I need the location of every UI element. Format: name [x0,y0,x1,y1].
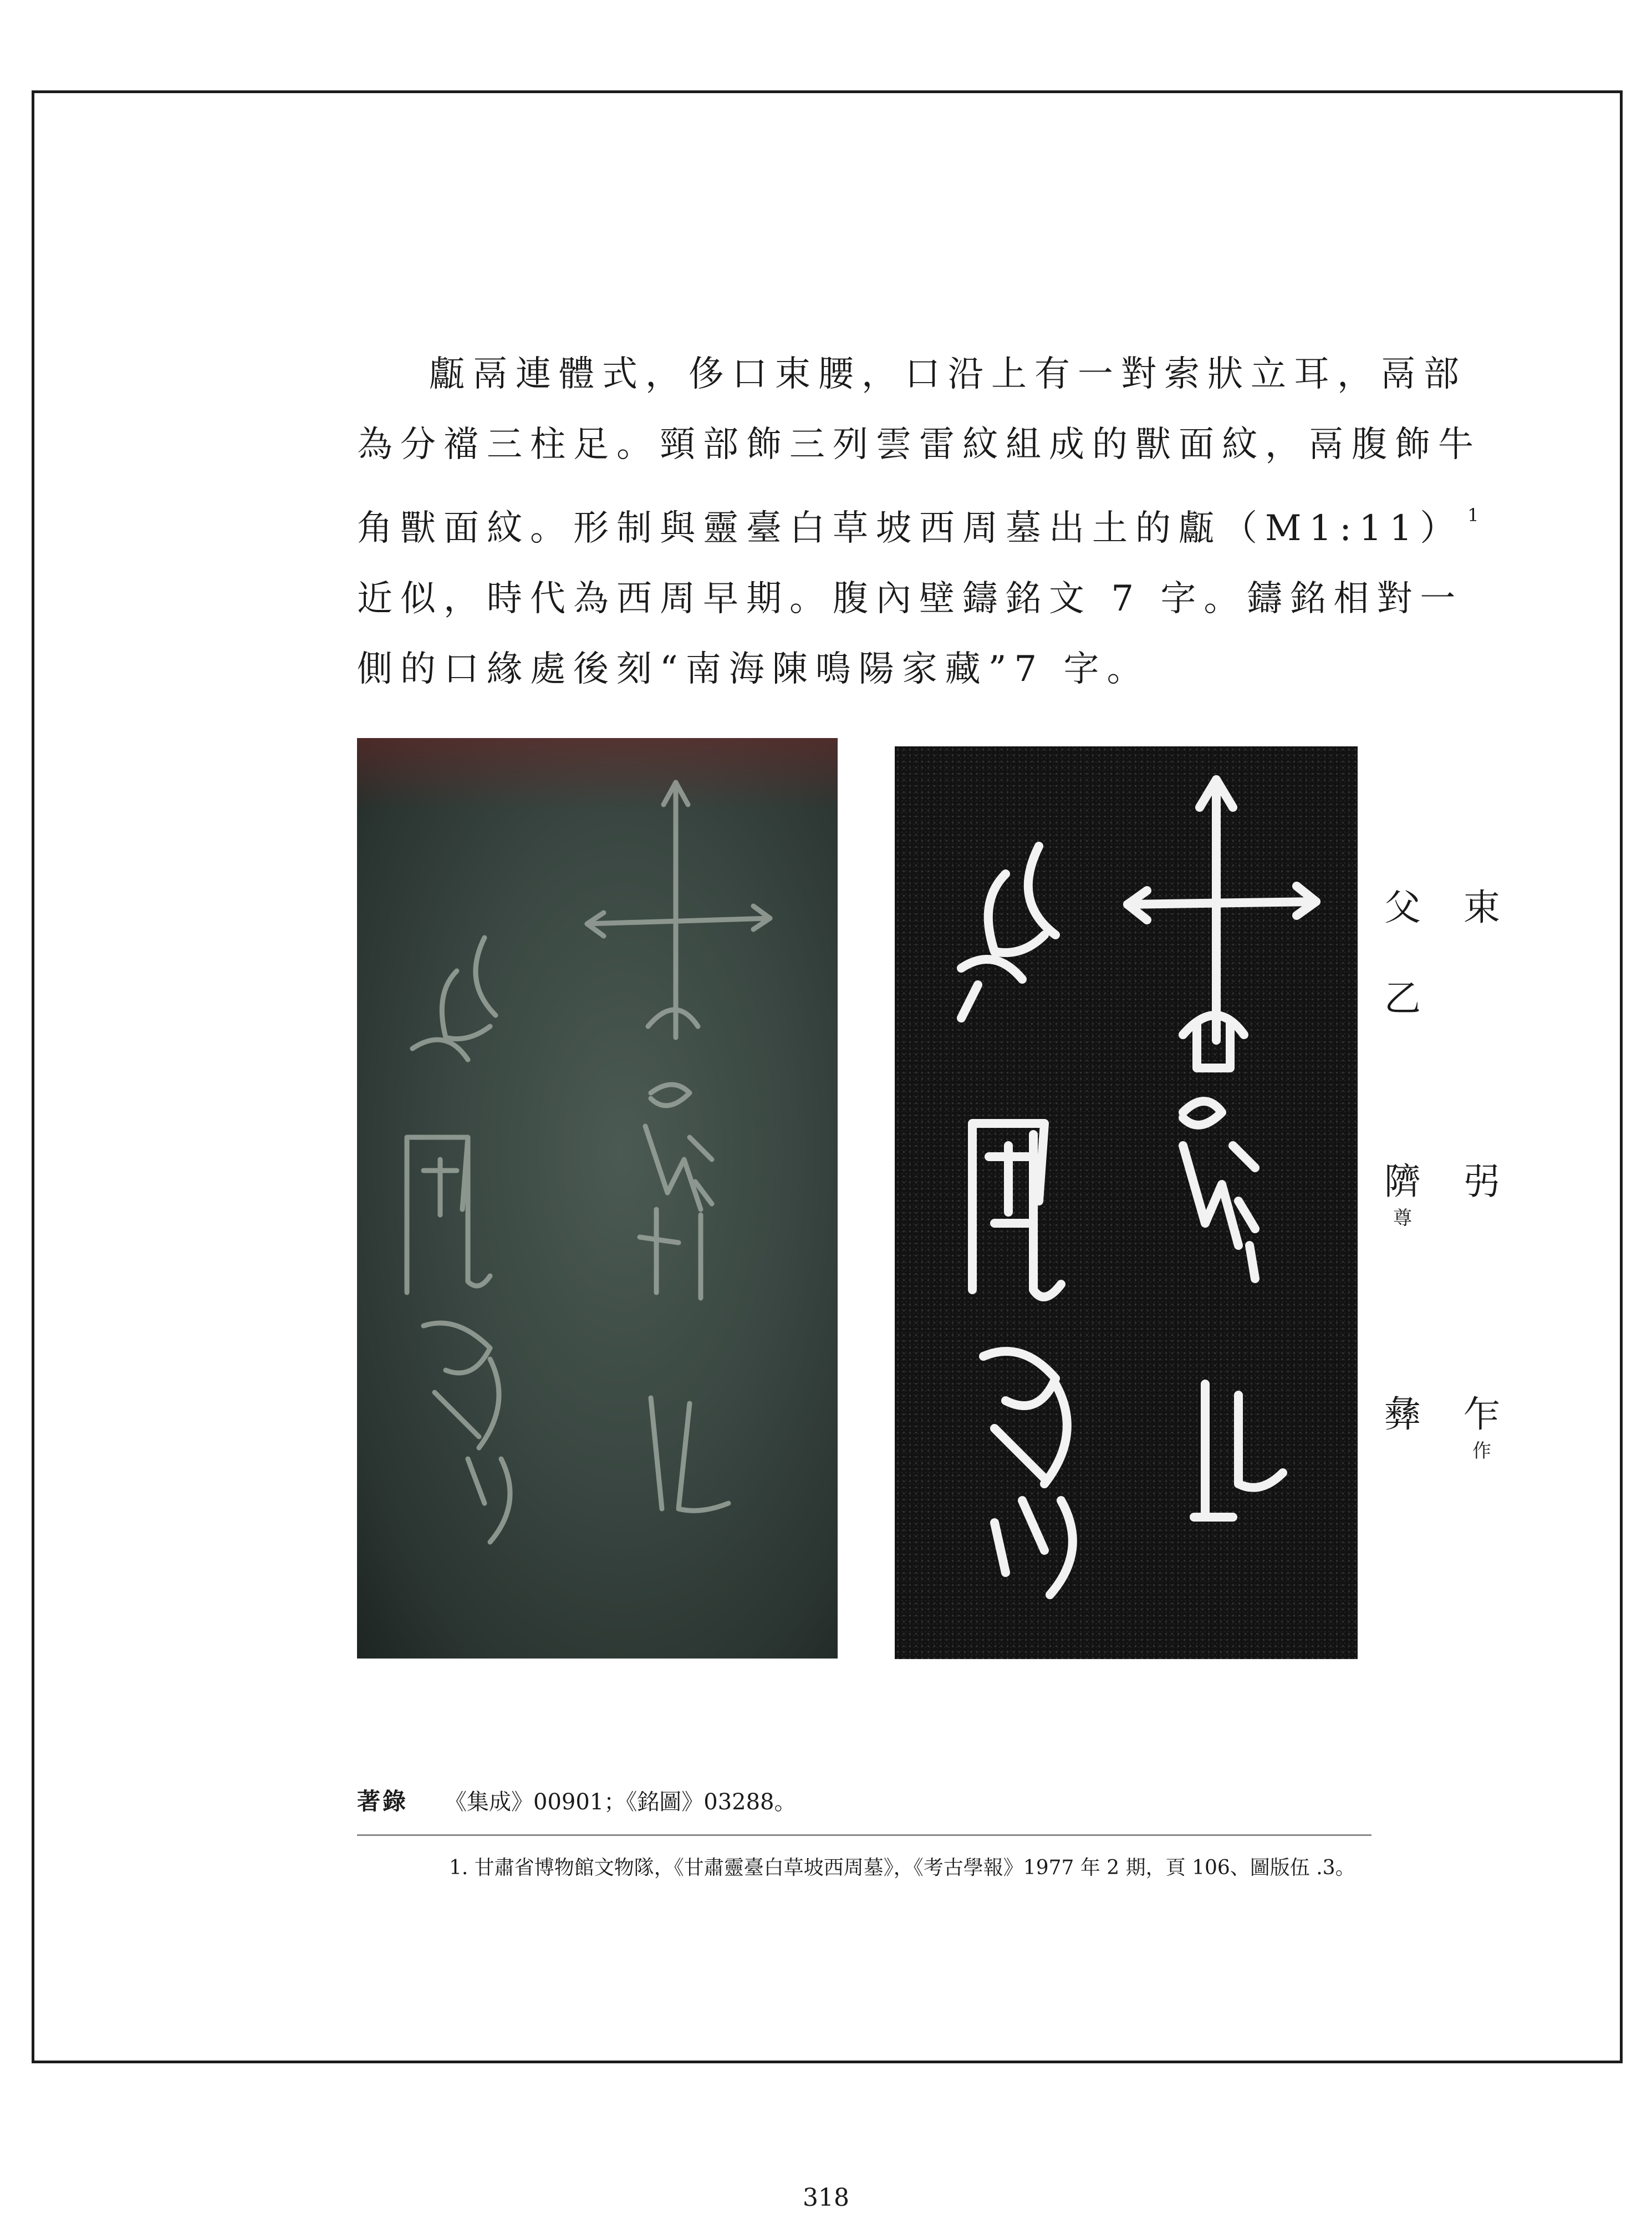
transcription-char: 乙 [1384,977,1421,1020]
transcription-char: 彝 [1384,1393,1421,1436]
transcription-char: 束 [1464,886,1500,929]
paragraph-line: 近似，時代為西周早期。腹內壁鑄銘文 7 字。鑄銘相對一 [357,578,1464,619]
description-paragraph [357,339,1481,705]
footnote: 1. 甘肅省博物館文物隊，《甘肅靈臺白草坡西周墓》，《考古學報》1977 年 2 期，頁 106、圖版伍 .3。 [449,1856,1355,1879]
paragraph-line [357,480,1479,564]
paragraph-line-text: 角獸面紋。形制與靈臺白草坡西周墓出土的甗（M1:11） [357,508,1464,549]
record-label: 著錄 [357,1788,409,1815]
record-text: 《集成》00901；《銘圖》03288。 [445,1789,797,1815]
inscription-rubbing [895,746,1358,1659]
transcription-char: 父 [1384,886,1421,929]
page-number: 318 [803,2184,849,2212]
inscription-photo [357,738,838,1659]
paragraph-line: 為分襠三柱足。頸部飾三列雲雷紋組成的獸面紋，鬲腹飾牛 [357,424,1481,465]
transcription-note: 作 [1472,1440,1491,1462]
transcription-char: 弜 [1464,1160,1500,1203]
transcription-char: 乍 [1464,1393,1500,1436]
transcription-note: 尊 [1393,1207,1412,1229]
inscription-photo-glyphs [357,738,838,1659]
paragraph-line: 甗鬲連體式，侈口束腰，口沿上有一對索狀立耳，鬲部 [429,354,1467,395]
footnote-ref: 1 [1467,505,1479,526]
paragraph-line: 側的口緣處後刻“南海陳鳴陽家藏”7 字。 [357,649,1150,690]
footnote-divider [357,1834,1371,1836]
inscription-rubbing-glyphs [895,746,1358,1659]
transcription-char: 隮 [1384,1160,1421,1203]
